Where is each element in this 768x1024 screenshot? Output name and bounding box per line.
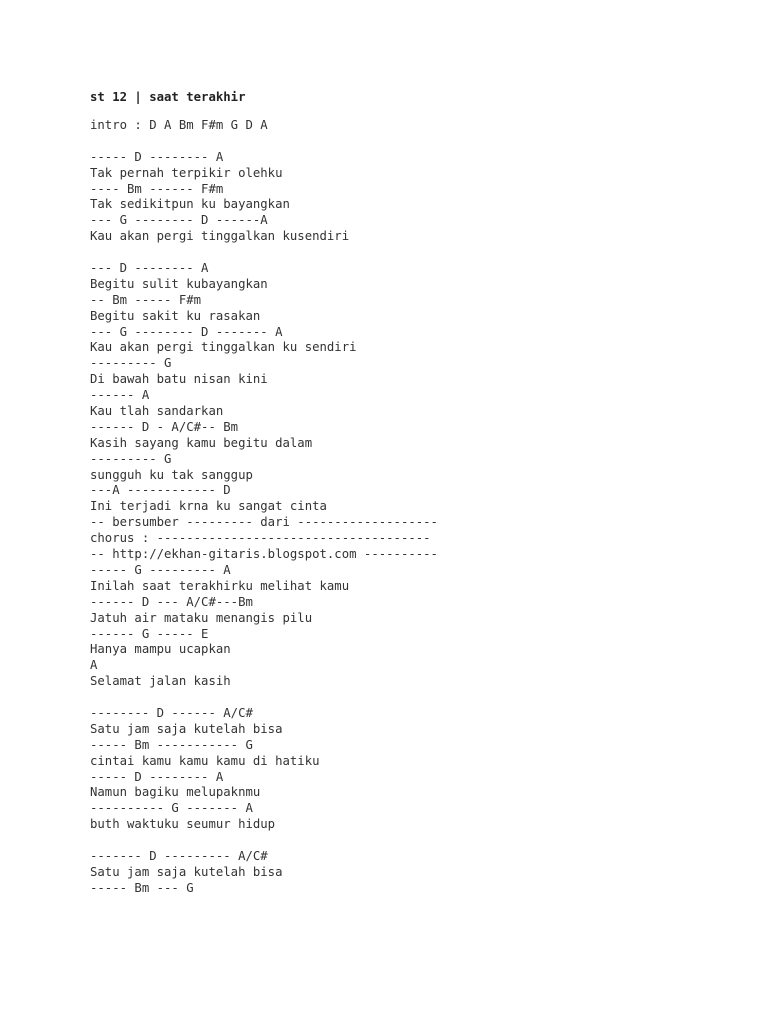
lyric-line: Satu jam saja kutelah bisa — [90, 864, 283, 879]
chord-line: ----- Bm ----------- G — [90, 737, 253, 752]
lyric-line: Ini terjadi krna ku sangat cinta — [90, 499, 327, 514]
lyric-line: A — [90, 658, 98, 673]
lyric-line: intro : D A Bm F#m G D A — [90, 118, 268, 132]
lyric-line: Begitu sakit ku rasakan — [90, 308, 261, 323]
lyric-line: Tak pernah terpikir olehku — [90, 165, 283, 180]
chord-line: --- G -------- D ------A — [90, 213, 268, 228]
lyric-line: Tak sedikitpun ku bayangkan — [90, 197, 290, 212]
lyric-line: Selamat jalan kasih — [90, 674, 231, 689]
chord-line: --------- G — [90, 451, 172, 466]
lyric-line: buth waktuku seumur hidup — [90, 817, 276, 832]
lyric-line: sungguh ku tak sanggup — [90, 467, 253, 482]
chord-line: ----- D -------- A — [90, 149, 224, 164]
chord-line: ------ D - A/C#-- Bm — [90, 419, 239, 434]
lyric-line: Kau akan pergi tinggalkan kusendiri — [90, 229, 350, 244]
lyric-line: cintai kamu kamu kamu di hatiku — [90, 753, 320, 768]
lyric-line: Begitu sulit kubayangkan — [90, 276, 268, 291]
chord-line: ---- Bm ------ F#m — [90, 181, 224, 196]
blank-line — [90, 134, 730, 150]
chord-line: ---------- G ------- A — [90, 801, 253, 816]
chord-line: ------- D --------- A/C# — [90, 848, 268, 863]
chord-line: -------- D ------ A/C# — [90, 705, 253, 720]
lyric-line: Kau tlah sandarkan — [90, 404, 224, 419]
lyric-line: Di bawah batu nisan kini — [90, 372, 268, 387]
chord-line: ---A ------------ D — [90, 483, 231, 498]
lyrics-page — [90, 86, 730, 897]
blank-line — [90, 245, 730, 261]
lyric-line: Kau akan pergi tinggalkan ku sendiri — [90, 340, 357, 355]
chord-line: -- Bm ----- F#m — [90, 292, 202, 307]
lyric-line: Kasih sayang kamu begitu dalam — [90, 435, 313, 450]
chord-line: ----- G --------- A — [90, 562, 231, 577]
song-title: st 12 | saat terakhir — [90, 90, 246, 104]
chord-line: -- http://ekhan-gitaris.blogspot.com ---------- — [90, 547, 438, 562]
lyric-line: Namun bagiku melupaknmu — [90, 785, 261, 800]
lyric-line: Jatuh air mataku menangis pilu — [90, 610, 313, 625]
chord-line: --------- G — [90, 356, 172, 371]
chord-line: ------ G ----- E — [90, 626, 209, 641]
chord-line: ------ D --- A/C#---Bm — [90, 594, 253, 609]
lyric-line: Satu jam saja kutelah bisa — [90, 721, 283, 736]
lyric-line: Hanya mampu ucapkan — [90, 642, 231, 657]
chord-line: ------ A — [90, 388, 150, 403]
lyric-line: Inilah saat terakhirku melihat kamu — [90, 578, 350, 593]
chord-line: -- bersumber --------- dari ------------------- — [90, 515, 438, 530]
chord-line: ----- Bm --- G — [90, 880, 194, 895]
chord-line: ----- D -------- A — [90, 769, 224, 784]
chord-line: --- G -------- D ------- A — [90, 324, 283, 339]
blank-line — [90, 833, 730, 849]
lyrics-body — [90, 118, 730, 897]
lyric-line: chorus : ------------------------------------- — [90, 531, 431, 546]
blank-line — [90, 690, 730, 706]
chord-line: --- D -------- A — [90, 261, 209, 276]
